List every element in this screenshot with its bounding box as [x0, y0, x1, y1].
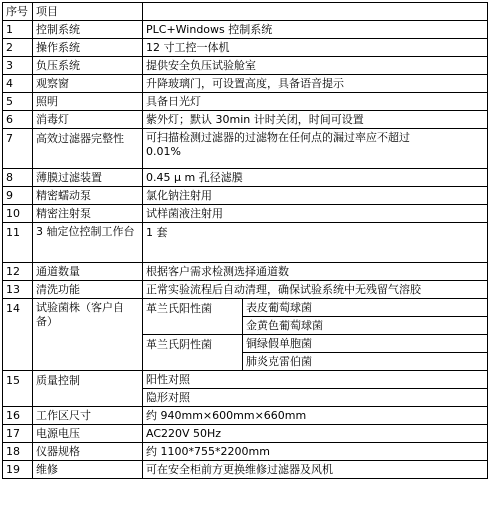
row-desc: 可在安全柜前方更换维修过滤器及风机: [143, 461, 488, 479]
row-desc: 12 寸工控一体机: [143, 39, 488, 57]
row-num: 16: [3, 407, 33, 425]
table-row: [3, 281, 488, 299]
row-desc: AC220V 50Hz: [143, 425, 488, 443]
row-item: 高效过滤器完整性: [33, 129, 143, 169]
table-row: [3, 223, 488, 263]
row-item: 薄膜过滤装置: [33, 169, 143, 187]
table-row: [3, 187, 488, 205]
row-desc: 约 940mm×600mm×660mm: [143, 407, 488, 425]
row-item: 精密蠕动泵: [33, 187, 143, 205]
row-item: 控制系统: [33, 21, 143, 39]
row-num: 9: [3, 187, 33, 205]
header-desc: [143, 3, 488, 21]
table-row: [3, 169, 488, 187]
row-item: 观察窗: [33, 75, 143, 93]
table-header-row: [3, 3, 488, 21]
row-num: 11: [3, 223, 33, 263]
row-desc: 紫外灯；默认 30min 计时关闭，时间可设置: [143, 111, 488, 129]
spec-table-container: [2, 2, 488, 479]
row-item: 试验菌株（客户自备）: [33, 299, 143, 371]
row-item: 照明: [33, 93, 143, 111]
quality-row: [3, 371, 488, 389]
strain-row: [3, 299, 488, 317]
row-num: 6: [3, 111, 33, 129]
row-item: 操作系统: [33, 39, 143, 57]
row-item: 负压系统: [33, 57, 143, 75]
row-num: 3: [3, 57, 33, 75]
row-desc: [143, 129, 488, 169]
header-item: 项目: [33, 3, 143, 21]
row-item: 消毒灯: [33, 111, 143, 129]
row-desc: 提供安全负压试验舱室: [143, 57, 488, 75]
row-item: 通道数量: [33, 263, 143, 281]
row-item: 质量控制: [33, 371, 143, 407]
row-num: 14: [3, 299, 33, 371]
table-row: [3, 461, 488, 479]
table-row: [3, 443, 488, 461]
row-item: 清洗功能: [33, 281, 143, 299]
row-desc: 根据客户需求检测选择通道数: [143, 263, 488, 281]
header-num: 序号: [3, 3, 33, 21]
strain-member: 金黄色葡萄球菌: [243, 317, 488, 335]
strain-group-name: 革兰氏阳性菌: [143, 299, 243, 335]
row-desc: 氯化钠注射用: [143, 187, 488, 205]
table-row: [3, 263, 488, 281]
row-desc: 试样菌液注射用: [143, 205, 488, 223]
table-row: [3, 111, 488, 129]
table-row: [3, 39, 488, 57]
table-row: [3, 21, 488, 39]
row-num: 10: [3, 205, 33, 223]
row-desc: 升降玻璃门，可设置高度，具备语音提示: [143, 75, 488, 93]
row-item: 维修: [33, 461, 143, 479]
table-row: [3, 129, 488, 169]
quality-line: 阳性对照: [143, 371, 488, 389]
row-num: 1: [3, 21, 33, 39]
strain-member: 表皮葡萄球菌: [243, 299, 488, 317]
row-num: 7: [3, 129, 33, 169]
table-row: [3, 425, 488, 443]
strain-member: 铜绿假单胞菌: [243, 335, 488, 353]
spec-table: [2, 2, 488, 479]
row-desc-line: 可扫描检测过滤器的过滤物在任何点的漏过率应不超过: [146, 131, 410, 144]
row-desc: 约 1100*755*2200mm: [143, 443, 488, 461]
row-item: 3 轴定位控制工作台: [33, 223, 143, 263]
row-num: 2: [3, 39, 33, 57]
table-row: [3, 205, 488, 223]
row-desc: 正常实验流程后自动清理，确保试验系统中无残留气溶胶: [143, 281, 488, 299]
row-desc: PLC+Windows 控制系统: [143, 21, 488, 39]
row-num: 15: [3, 371, 33, 407]
row-item: 电源电压: [33, 425, 143, 443]
row-num: 12: [3, 263, 33, 281]
row-num: 17: [3, 425, 33, 443]
strain-group-name: 革兰氏阴性菌: [143, 335, 243, 371]
quality-line: 隐形对照: [143, 389, 488, 407]
row-desc: 具备日光灯: [143, 93, 488, 111]
row-num: 19: [3, 461, 33, 479]
row-num: 13: [3, 281, 33, 299]
row-item: 精密注射泵: [33, 205, 143, 223]
table-row: [3, 75, 488, 93]
table-row: [3, 57, 488, 75]
row-num: 4: [3, 75, 33, 93]
row-num: 5: [3, 93, 33, 111]
table-row: [3, 93, 488, 111]
row-num: 18: [3, 443, 33, 461]
row-desc-line: 0.01%: [146, 145, 181, 158]
table-row: [3, 407, 488, 425]
row-num: 8: [3, 169, 33, 187]
row-item: 工作区尺寸: [33, 407, 143, 425]
row-desc: 1 套: [143, 223, 488, 263]
row-item: 仪器规格: [33, 443, 143, 461]
strain-member: 肺炎克雷伯菌: [243, 353, 488, 371]
row-desc: 0.45 μ m 孔径滤膜: [143, 169, 488, 187]
